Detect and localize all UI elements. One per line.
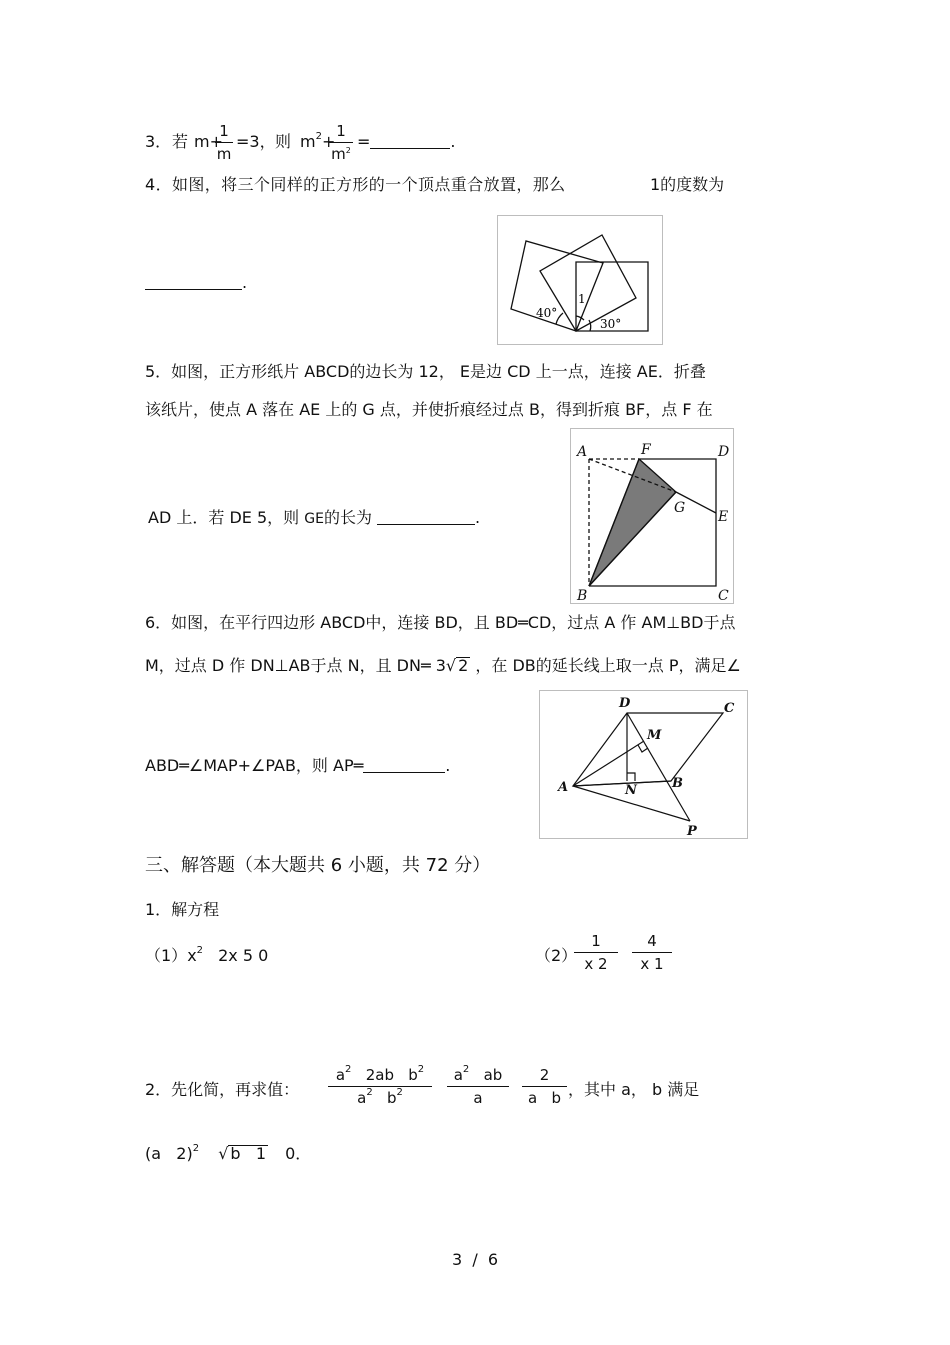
q4-figure (497, 215, 663, 345)
q3-m-sup: 2 (315, 131, 322, 142)
q4-fig-30: 30° (600, 317, 622, 331)
q5-label-G: G (674, 500, 686, 516)
q5-shaded-triangle (589, 459, 676, 586)
q3-fraction-1-num: 1 (215, 124, 233, 143)
q4-blank (145, 275, 242, 290)
q3-ze: 则 (275, 132, 292, 151)
q6-blank (363, 758, 445, 773)
q3-blank (370, 134, 450, 149)
q4-answer-line: . (145, 275, 247, 291)
q5-label-E: E (718, 509, 729, 525)
s1-part2-label: （2） (535, 946, 578, 965)
section-3-title: 三、解答题（本大题共 6 小题，共 72 分） (145, 855, 491, 876)
q4-text: 4．如图，将三个同样的正方形的一个顶点重合放置，那么 (145, 175, 566, 194)
q4-fig-40: 40° (536, 306, 558, 320)
q5-line1: 5．如图，正方形纸片 ABCD的边长为 12， E是边 CD 上一点，连接 AE．折叠 (145, 362, 706, 381)
q6-label-D: D (619, 696, 631, 711)
q5-label-F: F (641, 442, 651, 458)
q6-radicand: 2 (458, 656, 469, 675)
s2-title: 2．先化简，再求值： (145, 1080, 300, 1099)
q5-line3: AD 上．若 DE 5，则 GE的长为 . (148, 508, 481, 527)
q3-m: m (300, 132, 316, 151)
q3-answer-line: = . (357, 132, 456, 151)
q6-label-P: P (687, 824, 697, 838)
q3-fraction-2-num: 1 (329, 124, 353, 143)
q3-fraction-2 (329, 124, 353, 162)
q5-label-B: B (577, 588, 588, 603)
q5-label-C: C (718, 588, 729, 603)
q5-line3a: AD 上．若 DE 5，则 (148, 508, 300, 527)
q5-line3c: 的长为 (323, 508, 372, 527)
s1-part1: $(1)x^2$ 2x 5 0 (145, 945, 269, 965)
s2-fraction-1: $\frac{a^2 2ab b^2}{a^2 b^2}$ (328, 1068, 432, 1106)
q6-line2a: M，过点 D 作 DN⊥AB于点 N，且 DN═ (145, 656, 431, 675)
q4-angle-label: 1的度数为 (650, 175, 725, 194)
q6-line3: ABD═∠MAP+∠PAB，则 AP═ . (145, 756, 451, 775)
q3-fraction-1 (215, 124, 233, 162)
q6-label-B: B (672, 776, 683, 791)
q4-fig-1: 1 (578, 292, 586, 306)
s2-tail: ，其中 a， b 满足 (568, 1080, 700, 1099)
s1-p1-rest: 2x 5 0 (218, 946, 269, 965)
q6-line2b: ，在 DB的延长线上取一点 P，满足∠ (475, 656, 741, 675)
q6-figure (539, 690, 748, 839)
s2-condition: (a 2)$^2$ √ b 1 0． (145, 1143, 312, 1163)
q5-line3b: GE (304, 511, 324, 527)
q6-coef: 3 (435, 656, 446, 675)
q6-line1: 6．如图，在平行四边形 ABCD中，连接 BD，且 BD═CD，过点 A 作 AM⊥BD于点 (145, 613, 736, 632)
q5-line2: 该纸片，使点 A 落在 AE 上的 G 点，并使折痕经过点 B，得到折痕 BF，点 F 在 (145, 400, 713, 419)
s1-p1-x: x (187, 946, 197, 965)
q6-label-A: A (558, 780, 569, 795)
sqrt-icon: √ (218, 1144, 229, 1163)
q3-plus: + (321, 132, 336, 151)
q3-fraction-1-den: m (216, 145, 232, 163)
q5-label-A: A (577, 444, 588, 460)
q3-eq3: =3， (236, 132, 276, 151)
s1-fraction-1: $\frac{1}{x 2}$ (574, 934, 618, 972)
q3-m-plus: m+ (194, 132, 223, 151)
q6-label-C: C (724, 701, 735, 716)
s2-fraction-3: $\frac{2}{\text{a b}}$ (522, 1068, 567, 1106)
q6-line2 (145, 657, 741, 674)
q6-label-N: N (625, 783, 637, 798)
q3-ruo: 若 (172, 132, 189, 151)
q5-figure (570, 428, 734, 604)
q5-blank (377, 510, 475, 525)
s1-fraction-2: $\frac{4}{x 1}$ (632, 934, 672, 972)
q5-label-D: D (718, 444, 730, 460)
page-number: 3 / 6 (452, 1250, 499, 1269)
s2-fraction-2: $\frac{a^2 ab}{a}$ (447, 1068, 509, 1106)
q3-number: 3． (145, 132, 172, 151)
sqrt-icon: √ (445, 656, 457, 675)
q3-fraction-2-den: $m^2$ (331, 145, 351, 163)
q6-label-M: M (647, 728, 662, 743)
s1-title: 1．解方程 (145, 900, 220, 919)
